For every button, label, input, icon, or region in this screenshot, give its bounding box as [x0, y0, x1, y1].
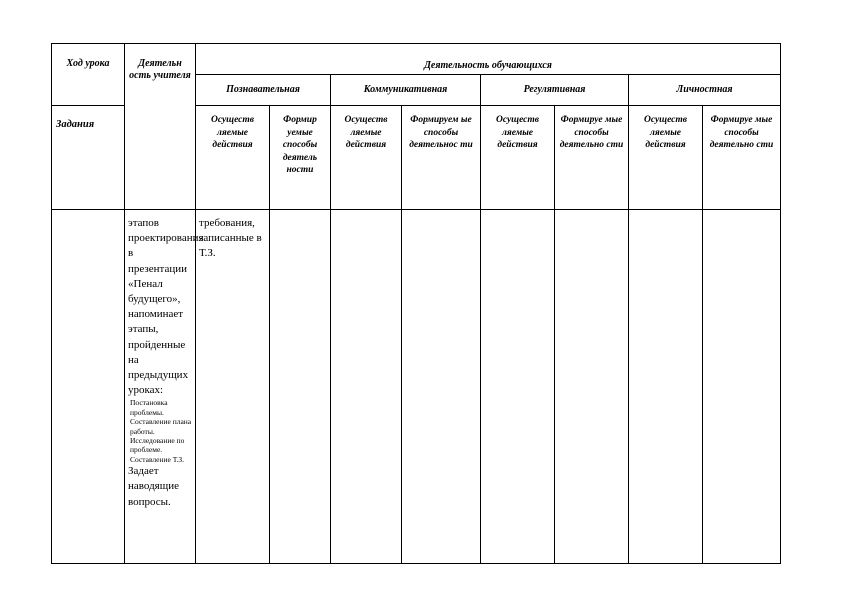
steps-list	[125, 398, 195, 464]
regulatory-actions-cell	[481, 210, 555, 564]
teacher-activity-cell	[125, 210, 204, 564]
subheader-cognitive-methods: Формир уемые способы деятель ности	[270, 106, 331, 210]
tasks-row-label: Задания	[52, 106, 125, 210]
subheader-personal-actions: Осуществ ляемые действия	[629, 106, 703, 210]
group-personal-header: Личностная	[629, 75, 781, 106]
subheader-communicative-actions: Осуществ ляемые действия	[331, 106, 402, 210]
step-item: Постановка проблемы.	[130, 398, 168, 417]
teacher-activity-header: Деятельн ость учителя	[125, 44, 196, 210]
subheader-cognitive-actions: Осуществ ляемые действия	[196, 106, 270, 210]
communicative-actions-cell	[331, 210, 402, 564]
teacher-activity-text-end: Задает наводящие вопросы.	[128, 465, 179, 508]
group-communicative-header: Коммуникативная	[331, 75, 481, 106]
group-regulatory-header: Регулятивная	[481, 75, 629, 106]
lesson-progress-cell	[52, 210, 125, 564]
subheader-regulatory-methods: Формируе мые способы деятельно сти	[555, 106, 629, 210]
subheader-communicative-methods: Формируем ые способы деятельнос ти	[402, 106, 481, 210]
communicative-methods-cell	[402, 210, 481, 564]
group-cognitive-header: Познавательная	[196, 75, 331, 106]
lesson-progress-header: Ход урока	[52, 44, 125, 106]
subheader-regulatory-actions: Осуществ ляемые действия	[481, 106, 555, 210]
personal-actions-cell	[629, 210, 703, 564]
cognitive-actions-cell	[196, 210, 270, 564]
regulatory-methods-cell	[555, 210, 629, 564]
cognitive-actions-text: требования, записанные в Т.З.	[199, 217, 262, 260]
step-item: Составление плана работы.	[130, 417, 192, 436]
cognitive-methods-cell	[270, 210, 331, 564]
subheader-personal-methods: Формируе мые способы деятельно сти	[703, 106, 781, 210]
students-activity-header: Деятельность обучающихся	[196, 44, 781, 75]
step-item: Составление Т.З.	[130, 454, 185, 464]
lesson-plan-table	[51, 43, 781, 564]
teacher-activity-text: этапов проектирования в презентации «Пенал будущего», напоминает этапы, пройденные на предыдущих уроках:	[128, 217, 204, 397]
personal-methods-cell	[703, 210, 781, 564]
step-item: Исследование по проблеме.	[130, 436, 185, 455]
